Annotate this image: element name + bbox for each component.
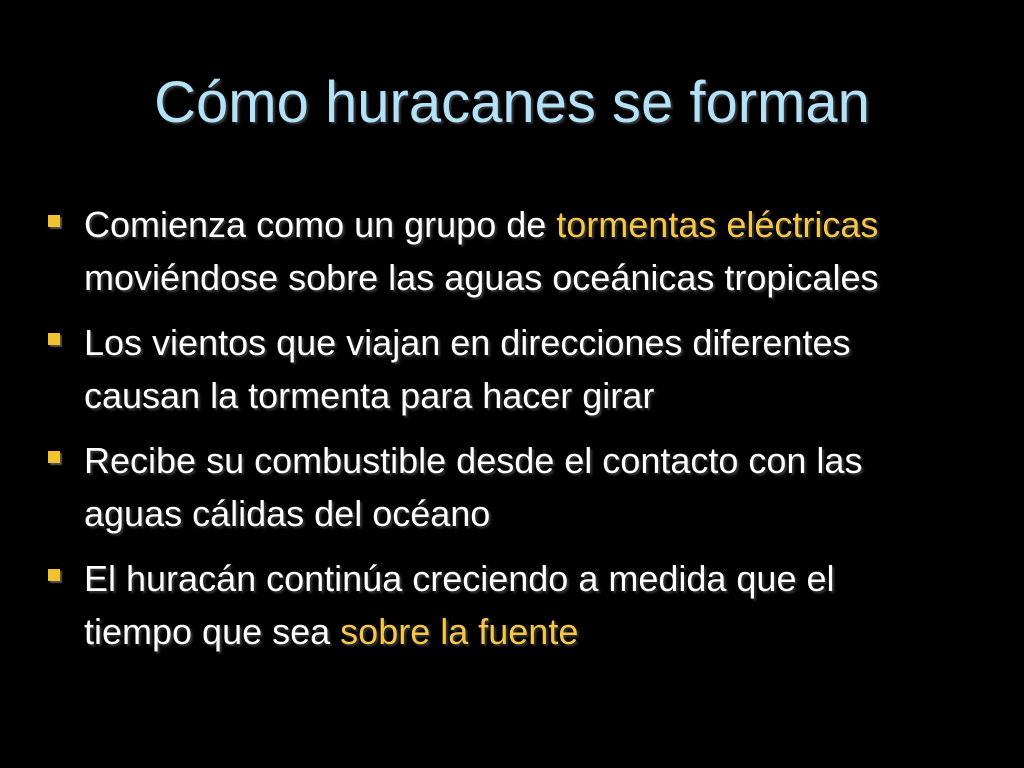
slide-title: Cómo huracanes se forman [154, 70, 870, 135]
highlighted-text: sobre la fuente [340, 611, 579, 652]
bullet-text: El huracán continúa creciendo a medida que el tiempo que sea [84, 558, 835, 652]
bullet-item [46, 198, 946, 304]
bullet-text: Comienza como un grupo de [84, 204, 557, 245]
bullet-item [46, 552, 946, 658]
bullet-text: Recibe su combustible desde el contacto con las aguas cálidas del océano [84, 440, 863, 534]
square-bullet-icon [48, 451, 60, 463]
square-bullet-icon [48, 215, 60, 227]
square-bullet-icon [48, 333, 60, 345]
square-bullet-icon [48, 569, 60, 581]
highlighted-text: tormentas eléctricas [556, 204, 879, 245]
bullet-text: Los vientos que viajan en direcciones diferentes causan la tormenta para hacer girar [84, 322, 851, 416]
bullet-item [46, 434, 946, 540]
bullet-text: moviéndose sobre las aguas oceánicas tropicales [84, 257, 879, 298]
bullet-item [46, 316, 946, 422]
bullet-list [46, 198, 946, 670]
